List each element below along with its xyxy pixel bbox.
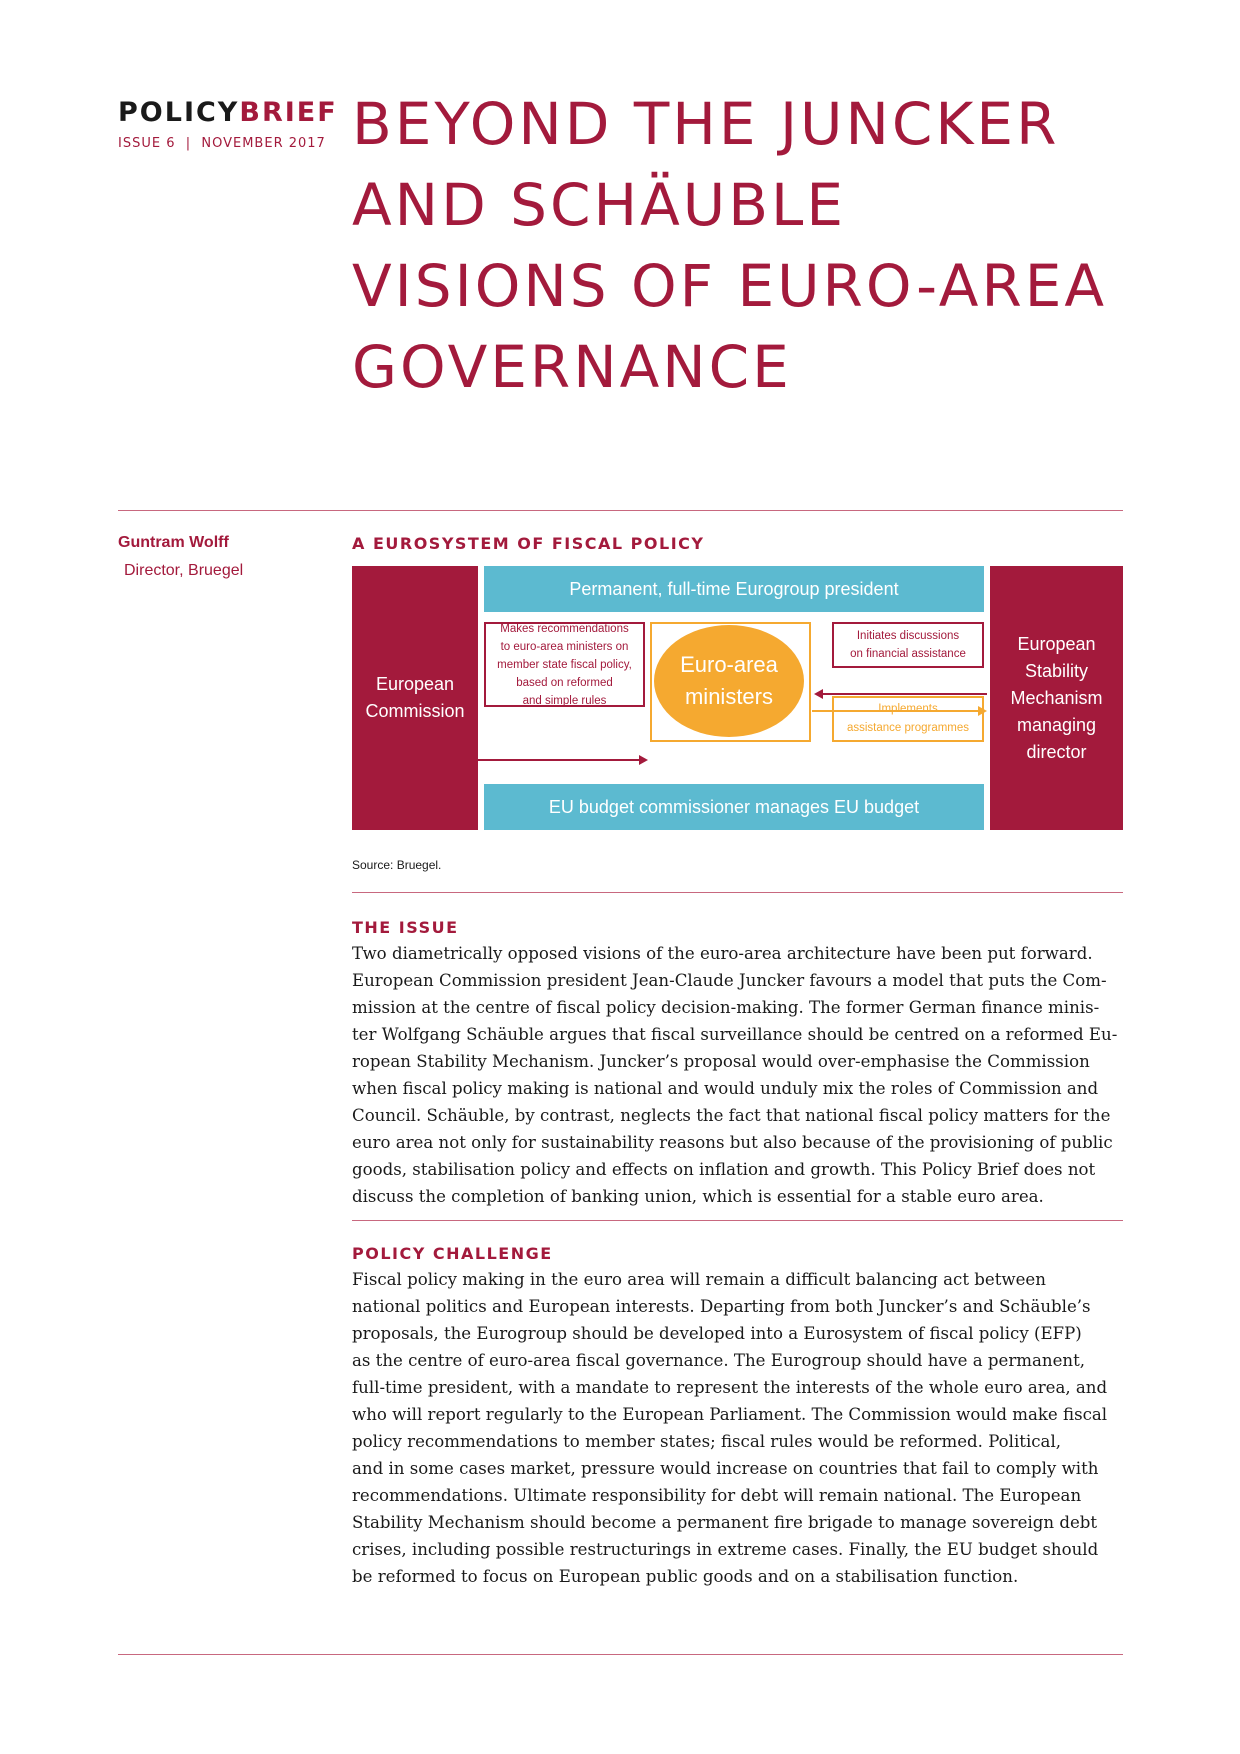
box-label: Mechanism (1010, 687, 1103, 708)
text-line: Stability Mechanism should become a permanent fire brigade to manage sovereign debt (352, 1513, 1098, 1532)
ministers-label: Euro-area (680, 652, 778, 677)
author-role: Director, Bruegel (124, 562, 244, 579)
eurogroup-president-bar: Permanent, full-time Eurogroup president (484, 566, 984, 612)
ministers-label: ministers (684, 684, 773, 709)
issue-line: ISSUE 6 | NOVEMBER 2017 (118, 136, 326, 151)
text-line: proposals, the Eurogroup should be developed into a Eurosystem of fiscal policy (EFP) (352, 1324, 1082, 1343)
box-label: managing (1016, 714, 1097, 735)
page-title (352, 84, 1152, 408)
arrow-commission-to-ministers (478, 755, 648, 765)
title-line: VISIONS OF EURO-AREA (352, 252, 1108, 320)
text-line: ropean Stability Mechanism. Juncker’s proposal would over-emphasise the Commission (352, 1052, 1090, 1071)
text-line: national politics and European interests. Departing from both Juncker’s and Schäuble’s (352, 1297, 1091, 1316)
text-line: recommendations. Ultimate responsibility for debt will remain national. The European (352, 1486, 1082, 1505)
arrow-esm-to-ministers (814, 689, 987, 699)
text-line: crises, including possible restructurings in extreme cases. Finally, the EU budget should (352, 1540, 1099, 1559)
author-name: Guntram Wolff (118, 534, 229, 551)
box-line: to euro-area ministers on (500, 640, 629, 653)
text-line: mission at the centre of fiscal policy decision-making. The former German finance minis- (352, 998, 1100, 1017)
box-line: member state fiscal policy, (497, 658, 632, 671)
box-line: Initiates discussions (856, 630, 960, 642)
brand-policy: POLICY (118, 97, 240, 128)
issue-paragraph (352, 940, 1127, 1210)
box-label: director (1026, 741, 1087, 762)
section-heading-issue: THE ISSUE (352, 918, 459, 937)
text-line: Two diametrically opposed visions of the euro-area architecture have been put forward. (352, 944, 1093, 963)
text-line: be reformed to focus on European public goods and on a stabilisation function. (352, 1567, 1019, 1586)
box-label: European (375, 674, 455, 694)
box-line: and simple rules (522, 694, 607, 707)
text-line: Council. Schäuble, by contrast, neglects the fact that national fiscal policy matters for the (352, 1106, 1111, 1125)
box-line: based on reformed (516, 676, 613, 689)
divider (352, 892, 1123, 893)
text-line: ter Wolfgang Schäuble argues that fiscal surveillance should be centred on a reformed Eu- (352, 1025, 1118, 1044)
text-line: European Commission president Jean-Claude Juncker favours a model that puts the Com- (352, 971, 1107, 990)
box-label: Commission (365, 701, 465, 721)
diagram-arrows (352, 566, 1123, 830)
title-line: GOVERNANCE (352, 333, 792, 401)
text-line: Fiscal policy making in the euro area will remain a difficult balancing act between (352, 1270, 1046, 1289)
title-line: BEYOND THE JUNCKER (352, 90, 1060, 158)
figure-source: Source: Bruegel. (352, 858, 442, 872)
text-line: full-time president, with a mandate to represent the interests of the whole euro area, and (352, 1378, 1108, 1397)
text-line: policy recommendations to member states; fiscal rules would be reformed. Political, (352, 1432, 1062, 1451)
text-line: discuss the completion of banking union, which is essential for a stable euro area. (352, 1187, 1044, 1206)
text-line: as the centre of euro-area fiscal governance. The Eurogroup should have a permanent, (352, 1351, 1086, 1370)
box-label: Stability (1024, 660, 1089, 681)
arrow-ministers-to-esm (812, 706, 987, 716)
title-line: AND SCHÄUBLE (352, 171, 846, 239)
policy-brief-logo (118, 98, 338, 128)
box-line: assistance programmes (846, 722, 970, 734)
text-line: and in some cases market, pressure would increase on countries that fail to comply with (352, 1459, 1099, 1478)
box-line: Makes recommendations (500, 622, 629, 635)
divider (352, 1220, 1123, 1221)
box-line: on financial assistance (850, 648, 966, 660)
divider (118, 510, 1123, 511)
text-line: when fiscal policy making is national and would unduly mix the roles of Commission and (352, 1079, 1099, 1098)
text-line: goods, stabilisation policy and effects on inflation and growth. This Policy Brief does not (352, 1160, 1096, 1179)
divider (118, 1654, 1123, 1655)
figure-title: A EUROSYSTEM OF FISCAL POLICY (352, 534, 705, 553)
eurosystem-diagram (352, 566, 1123, 830)
text-line: euro area not only for sustainability reasons but also because of the provisioning of public (352, 1133, 1113, 1152)
box-label: European (1017, 633, 1096, 654)
brand-brief: BRIEF (239, 97, 338, 128)
box-line: Implements (878, 703, 938, 715)
section-heading-challenge: POLICY CHALLENGE (352, 1244, 553, 1263)
text-line: who will report regularly to the European Parliament. The Commission would make fiscal (352, 1405, 1108, 1424)
eu-budget-bar: EU budget commissioner manages EU budget (484, 784, 984, 830)
challenge-paragraph (352, 1266, 1127, 1590)
